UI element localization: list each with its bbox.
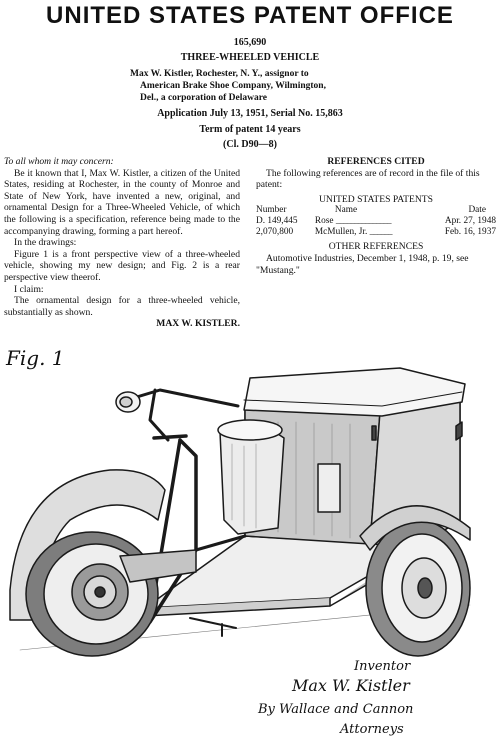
references-column bbox=[256, 156, 496, 276]
claim-intro: I claim: bbox=[14, 283, 44, 295]
column-header: Number bbox=[256, 205, 287, 216]
classification: (Cl. D90—8) bbox=[223, 139, 277, 150]
assignor-line: Del., a corporation of Delaware bbox=[140, 93, 267, 103]
figure-description: Figure 1 is a front perspective view of a three-wheeled vehicle, showing my new design; and Fig. 2 is a rear perspective view theerof. bbox=[4, 248, 240, 283]
references-table bbox=[256, 205, 496, 238]
assignor-line: American Brake Shoe Company, Wilmington, bbox=[140, 81, 326, 91]
attorneys-signature: By Wallace and Cannon bbox=[258, 702, 414, 717]
application-line: Application July 13, 1951, Serial No. 15,863 bbox=[157, 108, 343, 119]
attorneys-label: Attorneys bbox=[340, 722, 404, 737]
us-patents-heading: UNITED STATES PATENTS bbox=[318, 193, 433, 205]
seat-bucket bbox=[218, 420, 284, 534]
other-references-heading: OTHER REFERENCES bbox=[328, 241, 424, 253]
table-row bbox=[256, 216, 496, 227]
office-heading: UNITED STATES PATENT OFFICE bbox=[46, 2, 454, 29]
inventor-label: Inventor bbox=[354, 659, 411, 674]
patent-number: 165,690 bbox=[233, 37, 267, 48]
column-header: Name bbox=[334, 205, 358, 216]
assignor-line: Max W. Kistler, Rochester, N. Y., assignor to bbox=[130, 69, 309, 79]
headlight bbox=[116, 392, 140, 412]
patent-name-cell: Rose _______________ bbox=[314, 216, 391, 227]
references-intro: The following references are of record in the file of this patent: bbox=[256, 167, 480, 191]
box-compartment bbox=[318, 464, 340, 512]
other-references-text: Automotive Industries, December 1, 1948, p. 19, see "Mustang." bbox=[256, 252, 469, 276]
front-wheel bbox=[26, 532, 158, 656]
column-header: Date bbox=[468, 205, 486, 216]
patent-title: THREE-WHEELED VEHICLE bbox=[180, 52, 320, 63]
patent-date-cell: Feb. 16, 1937 bbox=[444, 227, 496, 238]
assignor-block bbox=[130, 68, 400, 104]
table-header-row bbox=[256, 205, 496, 216]
rear-wheel bbox=[366, 520, 470, 656]
term-line: Term of patent 14 years bbox=[199, 124, 301, 135]
table-row bbox=[256, 227, 496, 238]
three-wheeled-vehicle-drawing bbox=[0, 360, 500, 660]
salutation: To all whom it may concern: bbox=[4, 156, 114, 167]
patent-name-cell: McMullen, Jr. ______ bbox=[314, 227, 392, 238]
patent-date-cell: Apr. 27, 1948 bbox=[444, 216, 496, 227]
inventor-signature: MAX W. KISTLER. bbox=[156, 318, 240, 330]
patent-number-cell: 2,070,800 bbox=[256, 227, 294, 238]
patent-number-cell: D. 149,445 bbox=[256, 216, 298, 227]
figure-label: Fig. 1 bbox=[6, 346, 65, 370]
claim-text: The ornamental design for a three-wheeled vehicle, substantially as shown. bbox=[4, 295, 240, 318]
references-heading: REFERENCES CITED bbox=[327, 156, 425, 167]
inventor-handwritten-name: Max W. Kistler bbox=[292, 676, 410, 695]
specification-column bbox=[4, 156, 240, 330]
specification-paragraph: Be it known that I, Max W. Kistler, a citizen of the United States, residing at Rochester, in the county of Monroe and State of New York, have invented a new, original, and ornamental Design for a Three-Wheeled Vehicle, of which the following is a specification, reference being made to the accompanying drawing, forming a part hereof. bbox=[4, 167, 240, 237]
drawings-intro: In the drawings: bbox=[14, 237, 77, 249]
